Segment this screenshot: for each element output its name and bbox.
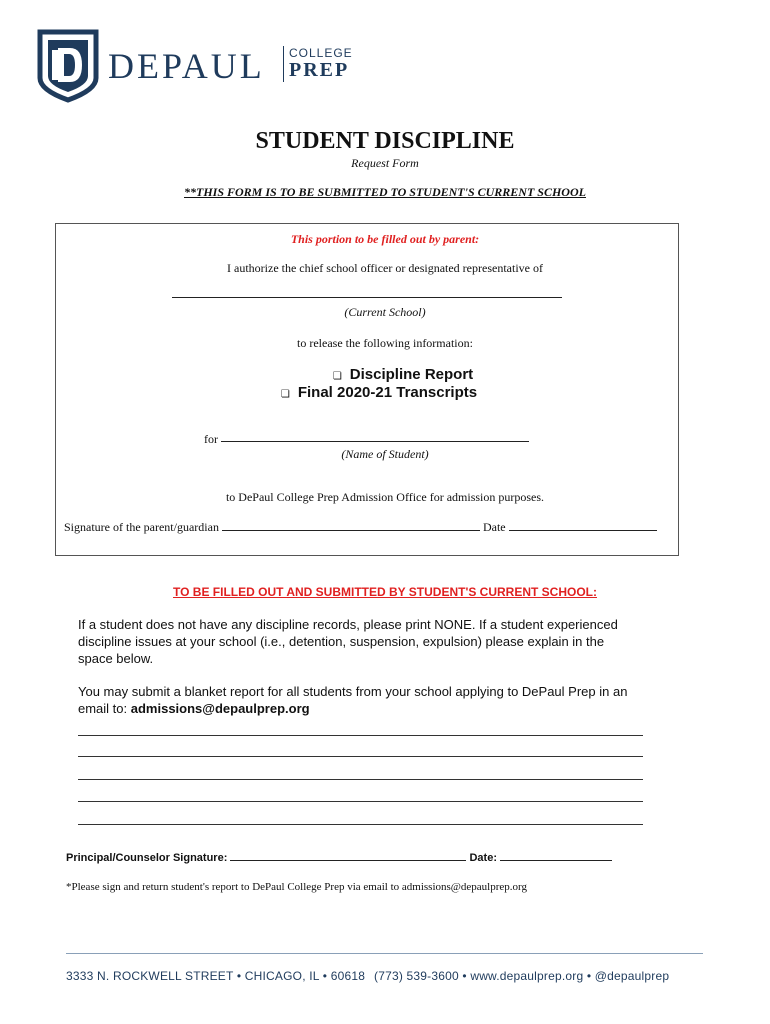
option-label: Final 2020-21 Transcripts bbox=[297, 384, 478, 401]
footer-contact: (773) 539-3600 • www.depaulprep.org • @depaulprep bbox=[374, 969, 670, 983]
logo-divider bbox=[283, 46, 284, 82]
return-instructions-note: *Please sign and return student's report to DePaul College Prep via email to admissions@depaulprep.org bbox=[66, 881, 527, 893]
principal-signature-label: Principal/Counselor Signature: bbox=[66, 852, 228, 864]
current-school-caption: (Current School) bbox=[344, 305, 426, 319]
explanation-line[interactable] bbox=[78, 779, 643, 781]
explanation-line[interactable] bbox=[78, 824, 643, 826]
parent-section-heading: This portion to be filled out by parent: bbox=[290, 232, 480, 246]
logo-college-text: COLLEGE bbox=[289, 46, 353, 60]
principal-date-label: Date: bbox=[469, 852, 497, 864]
principal-signature-row bbox=[66, 850, 646, 866]
email-instructions-text: You may submit a blanket report for all students from your school applying to DePaul Prep in an email to: bbox=[78, 684, 628, 716]
submission-notice bbox=[0, 184, 770, 200]
current-school-field[interactable] bbox=[172, 297, 562, 299]
footer-divider bbox=[66, 953, 703, 955]
explanation-line[interactable] bbox=[78, 801, 643, 803]
checkbox-icon[interactable]: ❏ bbox=[332, 371, 342, 382]
option-label: Discipline Report bbox=[349, 366, 474, 383]
parent-date-label: Date bbox=[482, 520, 506, 534]
principal-signature-field[interactable] bbox=[230, 850, 466, 861]
logo-prep-text: PREP bbox=[289, 59, 350, 81]
footer-address: 3333 N. ROCKWELL STREET • CHICAGO, IL • 60618 bbox=[66, 969, 366, 983]
parent-signature-row bbox=[64, 519, 674, 535]
release-text: to release the following information: bbox=[297, 336, 473, 350]
for-label: for bbox=[204, 432, 218, 446]
parent-date-field[interactable] bbox=[509, 520, 657, 531]
submission-notice-text: **THIS FORM IS TO BE SUBMITTED TO STUDENT'S CURRENT SCHOOL bbox=[184, 185, 586, 199]
page-subtitle: Request Form bbox=[351, 156, 419, 170]
checkbox-icon[interactable]: ❏ bbox=[280, 389, 290, 400]
logo-wordmark: DEPAUL bbox=[108, 46, 265, 86]
admissions-email-link[interactable]: admissions@depaulprep.org bbox=[130, 701, 310, 716]
school-section-heading: TO BE FILLED OUT AND SUBMITTED BY STUDENT'S CURRENT SCHOOL: bbox=[173, 585, 597, 599]
email-instructions-paragraph bbox=[78, 683, 638, 717]
student-name-caption: (Name of Student) bbox=[341, 447, 429, 461]
explanation-line[interactable] bbox=[78, 756, 643, 758]
parent-signature-field[interactable] bbox=[222, 520, 480, 531]
instructions-paragraph: If a student does not have any discipline records, please print NONE. If a student experienced discipline issues at your school (i.e., detention, suspension, expulsion) please explain in the space below. bbox=[78, 617, 618, 666]
admission-text: to DePaul College Prep Admission Office for admission purposes. bbox=[225, 490, 545, 504]
depaul-shield-logo bbox=[36, 28, 100, 104]
authorize-text: I authorize the chief school officer or designated representative of bbox=[227, 261, 543, 275]
parent-signature-label: Signature of the parent/guardian bbox=[64, 520, 219, 534]
principal-date-field[interactable] bbox=[500, 850, 612, 861]
option-final-transcripts[interactable] bbox=[0, 383, 764, 404]
explanation-line[interactable] bbox=[78, 735, 643, 737]
student-name-field[interactable] bbox=[221, 441, 529, 443]
page-title: STUDENT DISCIPLINE bbox=[255, 128, 515, 154]
